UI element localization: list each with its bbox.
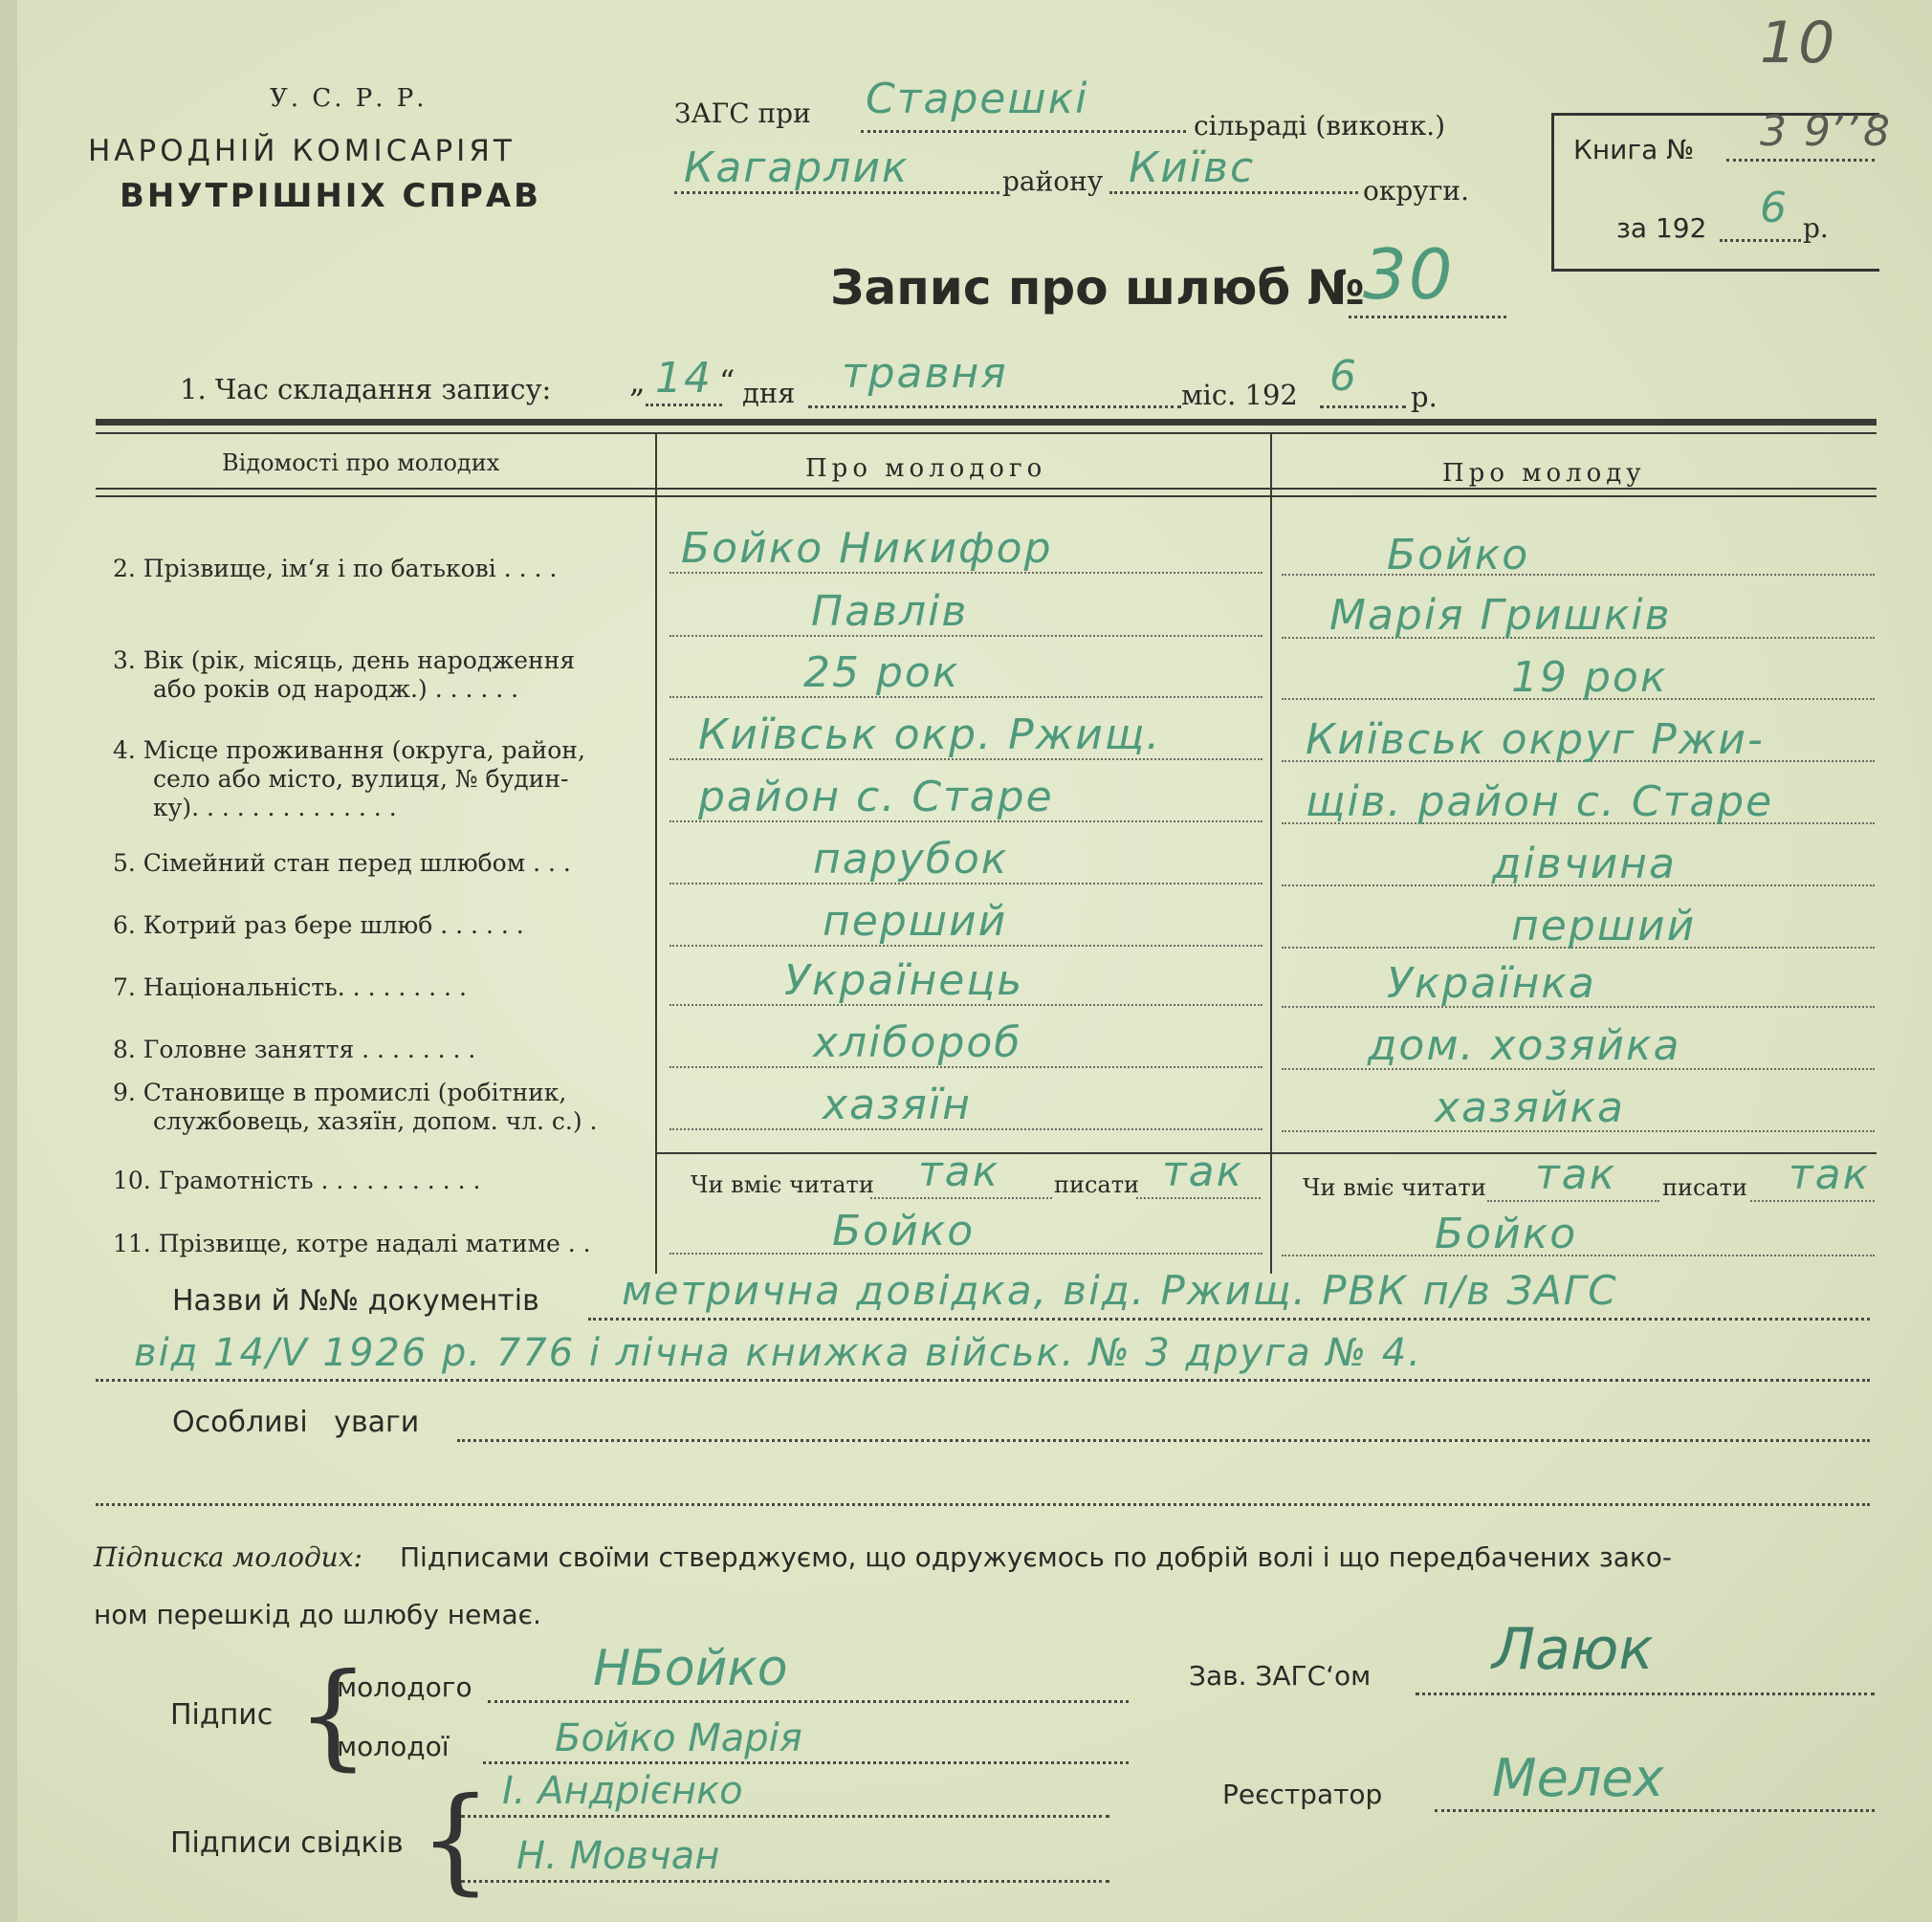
groom-read-line xyxy=(870,1197,1052,1199)
documents-rule-2 xyxy=(96,1379,1870,1382)
notes-rule-1 xyxy=(457,1439,1870,1442)
zags-head-line xyxy=(1416,1693,1875,1695)
groom-write: так xyxy=(1162,1147,1244,1196)
corner-number: 10 xyxy=(1760,10,1837,76)
groom-patronymic: Павлів xyxy=(811,587,969,636)
table-literacy-rule xyxy=(655,1152,1877,1154)
book-label: Книга № xyxy=(1573,134,1695,165)
bride-age: 19 рок xyxy=(1511,653,1668,702)
groom-read: так xyxy=(918,1147,1000,1196)
year-suffix: р. xyxy=(1803,212,1829,244)
groom-name: Бойко Никифор xyxy=(681,524,1053,573)
registrar-signature: Мелех xyxy=(1492,1748,1664,1808)
bride-write-line xyxy=(1750,1200,1875,1202)
bride-name: Марія Гришків xyxy=(1329,591,1672,640)
groom-write-label: писати xyxy=(1054,1171,1140,1198)
bride-new-surname: Бойко xyxy=(1435,1210,1578,1258)
year-prefix: за 192 xyxy=(1616,212,1707,244)
zags-head-label: Зав. ЗАГС‘ом xyxy=(1189,1660,1372,1692)
record-time-year-line xyxy=(1320,405,1406,408)
binding-edge xyxy=(0,0,17,1922)
bride-sig-label: молодої xyxy=(337,1731,450,1762)
bride-position: хазяйка xyxy=(1435,1083,1626,1132)
signature-podpis-label: Підпис xyxy=(170,1698,274,1732)
row-label-nationality: 7. Національність. . . . . . . . . xyxy=(113,973,467,1001)
registrar-label: Реєстратор xyxy=(1222,1779,1383,1810)
bride-occupation: дом. хозяйка xyxy=(1368,1021,1681,1070)
commissariat-line2: ВНУТРІШНІХ СПРАВ xyxy=(120,177,542,215)
bride-write: так xyxy=(1789,1150,1871,1199)
book-line xyxy=(1726,159,1875,162)
commissariat-line1: НАРОДНІЙ КОМІСАРІЯТ xyxy=(88,134,516,168)
table-header-rule xyxy=(96,488,1877,490)
record-title: Запис про шлюб № xyxy=(830,260,1365,316)
row-label-marital: 5. Сімейний стан перед шлюбом . . . xyxy=(113,849,571,877)
okrug-label: округи. xyxy=(1363,175,1469,207)
zags-prefix: ЗАГС при xyxy=(674,98,811,129)
row-label-position: 9. Становище в промислі (робітник, xyxy=(113,1079,567,1106)
row-label-surname: 11. Прізвище, котре надалі матиме . . xyxy=(113,1230,591,1257)
row-label-residence-3: ку). . . . . . . . . . . . . . xyxy=(153,794,397,821)
groom-age: 25 рок xyxy=(803,648,960,697)
zags-suffix: сільраді (виконк.) xyxy=(1194,110,1446,142)
year-line xyxy=(1720,239,1801,242)
row-label-times: 6. Котрий раз бере шлюб . . . . . . xyxy=(113,911,524,939)
bride-times: перший xyxy=(1511,902,1697,950)
bride-signature: Бойко Марія xyxy=(555,1716,802,1760)
record-time-label: 1. Час складання запису: xyxy=(180,373,552,405)
bride-write-label: писати xyxy=(1662,1174,1748,1201)
record-time-close-quote: “ xyxy=(719,363,735,400)
witness-2-line xyxy=(461,1880,1109,1883)
documents-line1: метрична довідка, від. Ржищ. РВК п/в ЗАГС xyxy=(622,1267,1618,1314)
record-time-day-line xyxy=(646,404,722,406)
okrug-line xyxy=(1109,191,1358,194)
row-label-age-2: або років од народж.) . . . . . . xyxy=(153,675,519,703)
notes-rule-2 xyxy=(96,1503,1870,1506)
year-value: 6 xyxy=(1760,184,1789,232)
record-number-line xyxy=(1349,316,1506,318)
bride-line-1 xyxy=(1282,574,1875,576)
bride-read-label: Чи вміє читати xyxy=(1303,1174,1486,1201)
record-time-suffix: р. xyxy=(1411,381,1438,413)
table-top-rule xyxy=(96,419,1877,426)
district-line xyxy=(674,191,999,194)
table-col-divider-2 xyxy=(1270,432,1272,1274)
groom-line-3 xyxy=(670,696,1262,698)
bride-sig-line xyxy=(483,1761,1129,1764)
groom-sig-label: молодого xyxy=(337,1671,472,1703)
book-value: 3 9ʼʼ8 xyxy=(1760,107,1892,156)
row-label-residence: 4. Місце проживання (округа, район, xyxy=(113,736,585,764)
notes-label: Особливі уваги xyxy=(172,1406,420,1439)
table-top-rule-thin xyxy=(96,432,1877,434)
pledge-italic: Підписка молодих: xyxy=(94,1541,362,1573)
col-header-info: Відомості про молодих xyxy=(222,449,500,476)
zags-village: Старешкі xyxy=(866,75,1089,123)
col-header-bride: Про молоду xyxy=(1442,459,1646,488)
row-label-position-2: службовець, хазяїн, допом. чл. с.) . xyxy=(153,1107,598,1135)
documents-label: Назви й №№ документів xyxy=(172,1284,539,1318)
record-time-year: 6 xyxy=(1329,352,1358,401)
bride-residence: Київськ округ Ржи- xyxy=(1306,715,1765,764)
col-header-groom: Про молодого xyxy=(805,454,1047,483)
pledge-text-1: Підписами своїми стверджуємо, що одружуємось по добрій волі і що передбачених зако- xyxy=(400,1541,1673,1573)
witness-1-signature: І. Андрієнко xyxy=(502,1769,743,1813)
record-time-day-word: дня xyxy=(742,377,796,409)
row-label-age: 3. Вік (рік, місяць, день народження xyxy=(113,646,576,674)
witness-2-signature: Н. Мовчан xyxy=(516,1834,720,1878)
groom-marital: парубок xyxy=(813,835,1009,884)
groom-times: перший xyxy=(823,897,1008,946)
record-number: 30 xyxy=(1363,234,1455,315)
table-header-rule-2 xyxy=(96,495,1877,497)
bride-surname-line: Бойко xyxy=(1387,531,1530,579)
bride-residence-2: щів. район с. Старе xyxy=(1306,777,1774,826)
row-label-residence-2: село або місто, вулиця, № будин- xyxy=(153,765,569,793)
groom-residence-2: район с. Старе xyxy=(698,773,1054,821)
pledge-text-2: ном перешкід до шлюбу немає. xyxy=(94,1599,541,1630)
district-value: Кагарлик xyxy=(684,143,910,192)
witness-1-line xyxy=(461,1815,1109,1818)
record-time-open-quote: „ xyxy=(629,363,646,400)
okrug-value: Київс xyxy=(1129,143,1256,192)
witnesses-brace: { xyxy=(419,1774,493,1907)
row-label-occupation: 8. Головне заняття . . . . . . . . xyxy=(113,1036,476,1063)
groom-surname: Бойко xyxy=(832,1207,976,1256)
record-time-month-word: міс. 192 xyxy=(1181,379,1298,411)
record-time-month-line xyxy=(808,405,1181,408)
witnesses-label: Підписи свідків xyxy=(170,1826,404,1860)
groom-write-line xyxy=(1136,1197,1261,1199)
signature-brace: { xyxy=(296,1649,370,1782)
groom-read-label: Чи вміє читати xyxy=(691,1171,874,1198)
groom-nationality: Українець xyxy=(784,956,1024,1005)
zags-village-line xyxy=(861,130,1186,133)
bride-marital: дівчина xyxy=(1492,840,1677,888)
groom-sig-line xyxy=(488,1700,1129,1703)
record-time-day: 14 xyxy=(655,354,713,403)
row-label-literacy: 10. Грамотність . . . . . . . . . . . xyxy=(113,1167,481,1194)
bride-line-11 xyxy=(1282,1255,1875,1256)
bride-read-line xyxy=(1487,1200,1659,1202)
groom-position: хазяїн xyxy=(823,1081,972,1129)
documents-line2: від 14/V 1926 р. 776 і лічна книжка військ. № 3 друга № 4. xyxy=(134,1331,1422,1375)
groom-occupation: хлібороб xyxy=(813,1018,1022,1067)
row-label-name: 2. Прізвище, ім‘я і по батькові . . . . xyxy=(113,555,558,582)
registrar-line xyxy=(1435,1809,1875,1812)
groom-signature: НБойко xyxy=(593,1640,788,1697)
bride-read: так xyxy=(1535,1150,1617,1199)
record-time-month: травня xyxy=(842,349,1008,398)
district-label: району xyxy=(1002,165,1104,197)
groom-residence: Київськ окр. Ржищ. xyxy=(698,710,1162,759)
zags-head-signature: Лаюк xyxy=(1492,1616,1654,1683)
ussr-label: У. С. Р. Р. xyxy=(270,84,428,113)
table-col-divider-1 xyxy=(655,432,657,1274)
bride-nationality: Українка xyxy=(1387,959,1596,1008)
documents-rule-1 xyxy=(588,1318,1870,1321)
